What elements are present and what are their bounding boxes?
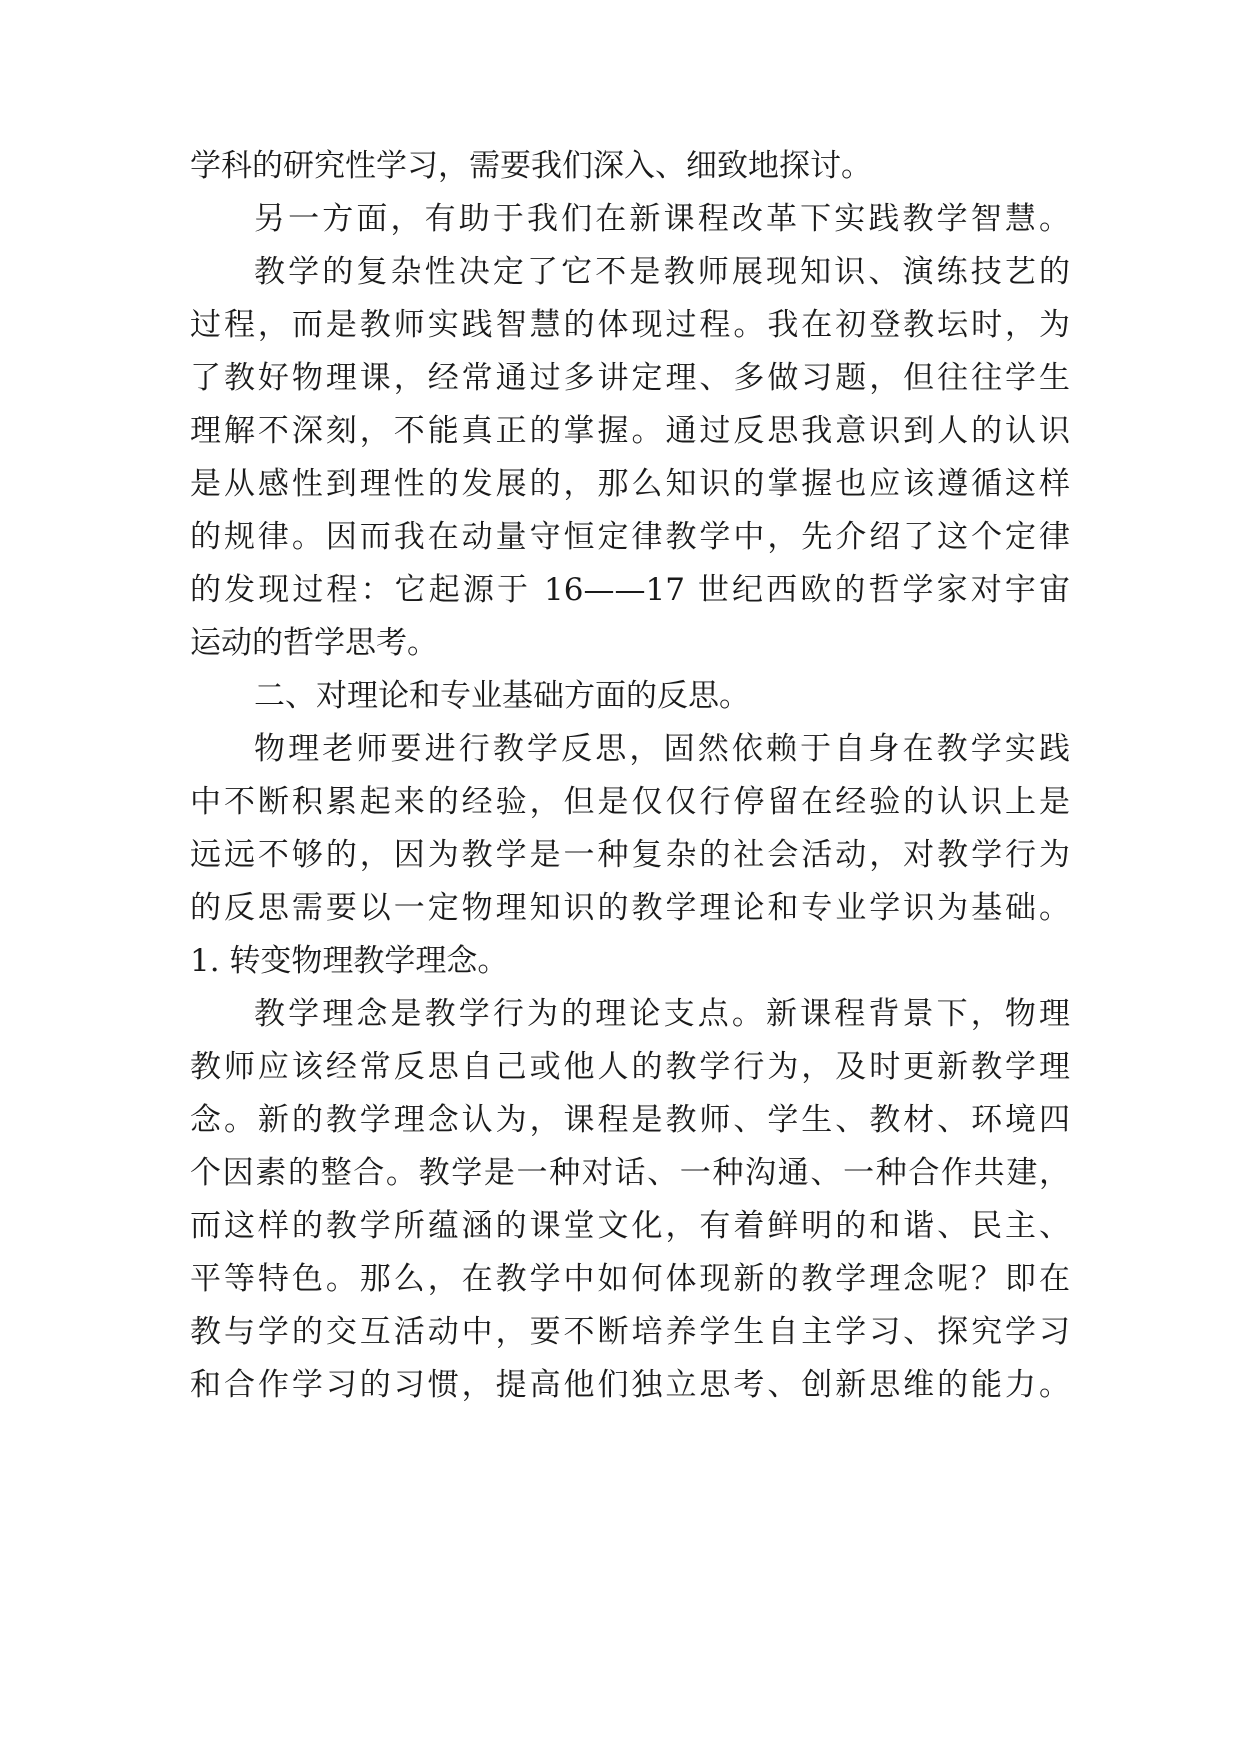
- text-line: 平等特色。那么，在教学中如何体现新的教学理念呢？即在: [190, 1261, 1070, 1297]
- text-line: 而这样的教学所蕴涵的课堂文化，有着鲜明的和谐、民主、: [190, 1208, 1070, 1244]
- text-line: 的反思需要以一定物理知识的教学理论和专业学识为基础。: [190, 890, 1070, 926]
- text-line: 和合作学习的习惯，提高他们独立思考、创新思维的能力。: [190, 1367, 1070, 1403]
- text-line: 物理老师要进行教学反思，固然依赖于自身在教学实践: [254, 731, 1070, 767]
- text-line: 教学理念是教学行为的理论支点。新课程背景下，物理: [254, 996, 1070, 1032]
- text-line: 1. 转变物理教学理念。: [190, 943, 509, 979]
- text-line: 教学的复杂性决定了它不是教师展现知识、演练技艺的: [254, 254, 1070, 290]
- text-line: 是从感性到理性的发展的，那么知识的掌握也应该遵循这样: [190, 466, 1070, 502]
- text-line: 理解不深刻，不能真正的掌握。通过反思我意识到人的认识: [190, 413, 1070, 449]
- text-line: 运动的哲学思考。: [190, 625, 438, 661]
- text-line: 二、对理论和专业基础方面的反思。: [254, 678, 750, 714]
- text-line: 了教好物理课，经常通过多讲定理、多做习题，但往往学生: [190, 360, 1070, 396]
- text-line: 另一方面，有助于我们在新课程改革下实践教学智慧。: [254, 201, 1070, 237]
- text-line: 的发现过程：它起源于 16——17 世纪西欧的哲学家对宇宙: [190, 572, 1070, 608]
- text-line: 个因素的整合。教学是一种对话、一种沟通、一种合作共建，: [190, 1155, 1070, 1191]
- text-line: 教师应该经常反思自己或他人的教学行为，及时更新教学理: [190, 1049, 1070, 1085]
- text-line: 学科的研究性学习，需要我们深入、细致地探讨。: [190, 148, 872, 184]
- text-line: 中不断积累起来的经验，但是仅仅行停留在经验的认识上是: [190, 784, 1070, 820]
- text-line: 过程，而是教师实践智慧的体现过程。我在初登教坛时，为: [190, 307, 1070, 343]
- text-line: 教与学的交互活动中，要不断培养学生自主学习、探究学习: [190, 1314, 1070, 1350]
- text-line: 远远不够的，因为教学是一种复杂的社会活动，对教学行为: [190, 837, 1070, 873]
- text-line: 念。新的教学理念认为，课程是教师、学生、教材、环境四: [190, 1102, 1070, 1138]
- text-line: 的规律。因而我在动量守恒定律教学中，先介绍了这个定律: [190, 519, 1070, 555]
